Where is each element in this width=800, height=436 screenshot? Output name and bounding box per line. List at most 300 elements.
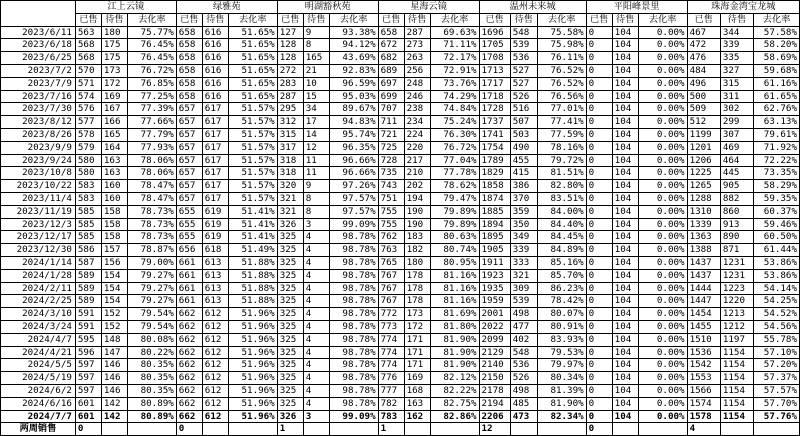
unsold-cell: 477 (510, 320, 537, 333)
table-row (1, 192, 800, 205)
rate-cell: 84.89% (537, 244, 586, 257)
unsold-cell: 4 (303, 372, 329, 385)
sold-cell: 467 (687, 26, 720, 39)
table-header (1, 1, 800, 27)
sold-cell: 782 (378, 397, 404, 410)
sold-cell: 585 (75, 218, 101, 231)
sold-cell: 326 (277, 410, 303, 423)
rate-cell: 0.00% (638, 64, 687, 77)
sold-cell: 767 (378, 269, 404, 282)
rate-cell: 51.96% (228, 410, 277, 423)
sold-cell: 657 (176, 116, 202, 129)
rate-cell: 51.65% (228, 77, 277, 90)
rate-cell: 72.17% (430, 52, 479, 65)
empty-cell (329, 423, 378, 436)
date-cell: 2023/6/25 (1, 52, 76, 65)
sold-cell: 682 (378, 52, 404, 65)
sold-cell: 1206 (687, 154, 720, 167)
unsold-cell: 4 (303, 231, 329, 244)
rate-cell: 77.78% (430, 167, 479, 180)
rate-cell: 80.35% (127, 372, 176, 385)
sold-cell: 579 (75, 141, 101, 154)
rate-cell: 77.66% (127, 116, 176, 129)
unsold-cell: 455 (510, 154, 537, 167)
date-cell: 2023/11/19 (1, 205, 76, 218)
sold-cell: 0 (586, 218, 612, 231)
table-row (1, 141, 800, 154)
sold-cell: 661 (176, 269, 202, 282)
sold-cell: 658 (176, 77, 202, 90)
sold-cell: 767 (378, 295, 404, 308)
sold-cell: 755 (378, 218, 404, 231)
rate-cell: 85.16% (537, 256, 586, 269)
sold-cell: 325 (277, 282, 303, 295)
sold-cell: 735 (378, 167, 404, 180)
column-header: 已售 (687, 13, 720, 26)
sold-cell: 586 (75, 244, 101, 257)
rate-cell: 53.86% (754, 269, 800, 282)
rate-cell: 78.73% (127, 205, 176, 218)
sold-cell: 774 (378, 333, 404, 346)
rate-cell: 0.00% (638, 103, 687, 116)
unsold-cell: 160 (101, 180, 127, 193)
rate-cell: 80.91% (537, 320, 586, 333)
unsold-cell: 263 (404, 52, 430, 65)
unsold-cell: 158 (101, 205, 127, 218)
rate-cell: 0.00% (638, 295, 687, 308)
two-week-sales-value: 0 (176, 423, 202, 436)
sold-cell: 580 (75, 167, 101, 180)
rate-cell: 51.96% (228, 320, 277, 333)
sold-cell: 312 (277, 116, 303, 129)
sold-cell: 1542 (687, 359, 720, 372)
unsold-cell: 526 (510, 90, 537, 103)
sold-cell: 0 (586, 295, 612, 308)
rate-cell: 80.95% (430, 256, 479, 269)
unsold-cell: 612 (202, 359, 228, 372)
sold-cell: 658 (176, 52, 202, 65)
sold-cell: 762 (378, 231, 404, 244)
sold-cell: 318 (277, 167, 303, 180)
unsold-cell: 3 (303, 410, 329, 423)
unsold-cell: 146 (101, 359, 127, 372)
sold-cell: 583 (75, 180, 101, 193)
rate-cell: 84.45% (537, 231, 586, 244)
unsold-cell: 1220 (720, 295, 753, 308)
sold-cell: 1578 (687, 410, 720, 423)
sold-cell: 661 (176, 295, 202, 308)
sold-cell: 2001 (479, 308, 510, 321)
unsold-cell: 617 (202, 141, 228, 154)
unsold-cell: 4 (303, 333, 329, 346)
rate-cell: 96.66% (329, 167, 378, 180)
rate-cell: 72.91% (430, 64, 479, 77)
table-row (1, 128, 800, 141)
date-cell: 2024/2/11 (1, 282, 76, 295)
sold-cell: 1310 (687, 205, 720, 218)
project-header: 绿雅苑 (176, 1, 277, 14)
sold-cell: 595 (75, 333, 101, 346)
sold-cell: 662 (176, 333, 202, 346)
sold-cell: 509 (687, 103, 720, 116)
column-header: 待售 (510, 13, 537, 26)
unsold-cell: 104 (612, 384, 638, 397)
rate-cell: 79.27% (127, 269, 176, 282)
rate-cell: 76.52% (537, 64, 586, 77)
table-row (1, 410, 800, 423)
unsold-cell: 157 (101, 244, 127, 257)
rate-cell: 81.90% (430, 359, 479, 372)
rate-cell: 81.16% (430, 269, 479, 282)
sold-cell: 1705 (479, 39, 510, 52)
date-cell: 2024/3/24 (1, 320, 76, 333)
date-cell: 2023/6/18 (1, 39, 76, 52)
rate-cell: 0.00% (638, 346, 687, 359)
date-cell: 2024/4/7 (1, 333, 76, 346)
unsold-cell: 333 (510, 256, 537, 269)
unsold-cell: 104 (612, 218, 638, 231)
unsold-cell: 194 (404, 192, 430, 205)
column-header: 待售 (404, 13, 430, 26)
sold-cell: 1923 (479, 269, 510, 282)
unsold-cell: 104 (612, 205, 638, 218)
sold-cell: 127 (277, 26, 303, 39)
rate-cell: 79.72% (537, 154, 586, 167)
rate-cell: 51.57% (228, 192, 277, 205)
sold-cell: 772 (378, 308, 404, 321)
rate-cell: 93.38% (329, 26, 378, 39)
sold-cell: 774 (378, 359, 404, 372)
rate-cell: 84.40% (537, 218, 586, 231)
rate-cell: 51.96% (228, 384, 277, 397)
rate-cell: 51.96% (228, 359, 277, 372)
rate-cell: 0.00% (638, 269, 687, 282)
sold-cell: 563 (75, 26, 101, 39)
empty-cell (720, 423, 753, 436)
sold-cell: 1905 (479, 244, 510, 257)
rate-cell: 79.27% (127, 295, 176, 308)
sold-cell: 295 (277, 103, 303, 116)
rate-cell: 80.74% (430, 244, 479, 257)
rate-cell: 0.00% (638, 372, 687, 385)
sold-cell: 589 (75, 295, 101, 308)
table-row (1, 52, 800, 65)
unsold-cell: 104 (612, 308, 638, 321)
unsold-cell: 104 (612, 52, 638, 65)
column-header: 去化率 (754, 13, 800, 26)
rate-cell: 81.16% (430, 295, 479, 308)
unsold-cell: 4 (303, 244, 329, 257)
sold-cell: 657 (176, 154, 202, 167)
table-row (1, 320, 800, 333)
unsold-cell: 445 (720, 167, 753, 180)
sold-cell: 1201 (687, 141, 720, 154)
rate-cell: 95.74% (329, 128, 378, 141)
sold-cell: 743 (378, 180, 404, 193)
sold-cell: 0 (586, 167, 612, 180)
unsold-cell: 349 (510, 231, 537, 244)
unsold-cell: 612 (202, 333, 228, 346)
sold-cell: 0 (586, 192, 612, 205)
sold-cell: 325 (277, 372, 303, 385)
sold-cell: 0 (586, 77, 612, 90)
sold-cell: 496 (687, 77, 720, 90)
sold-cell: 0 (586, 256, 612, 269)
date-cell: 2024/4/21 (1, 346, 76, 359)
rate-cell: 76.85% (127, 77, 176, 90)
date-cell: 2023/10/8 (1, 167, 76, 180)
unsold-cell: 287 (404, 26, 430, 39)
table-row (1, 116, 800, 129)
rate-cell: 0.00% (638, 52, 687, 65)
unsold-cell: 175 (101, 52, 127, 65)
unsold-cell: 4 (303, 269, 329, 282)
unsold-cell: 618 (202, 244, 228, 257)
unsold-cell: 224 (404, 128, 430, 141)
rate-cell: 80.08% (127, 333, 176, 346)
unsold-cell: 163 (101, 154, 127, 167)
column-header: 去化率 (638, 13, 687, 26)
rate-cell: 95.03% (329, 90, 378, 103)
rate-cell: 51.88% (228, 295, 277, 308)
rate-cell: 61.44% (754, 244, 800, 257)
unsold-cell: 307 (720, 128, 753, 141)
table-row (1, 64, 800, 77)
rate-cell: 51.57% (228, 180, 277, 193)
unsold-cell: 4 (303, 282, 329, 295)
sold-cell: 2194 (479, 397, 510, 410)
sold-cell: 1265 (687, 180, 720, 193)
rate-cell: 51.88% (228, 256, 277, 269)
sold-cell: 325 (277, 308, 303, 321)
unsold-cell: 147 (101, 346, 127, 359)
sold-cell: 656 (176, 244, 202, 257)
rate-cell: 43.69% (329, 52, 378, 65)
rate-cell: 51.57% (228, 154, 277, 167)
unsold-cell: 238 (404, 103, 430, 116)
unsold-cell: 536 (510, 359, 537, 372)
unsold-cell: 104 (612, 244, 638, 257)
unsold-cell: 146 (101, 372, 127, 385)
sold-cell: 662 (176, 308, 202, 321)
unsold-cell: 104 (612, 39, 638, 52)
unsold-cell: 871 (720, 244, 753, 257)
table-row (1, 295, 800, 308)
rate-cell: 51.65% (228, 26, 277, 39)
sold-cell: 283 (277, 77, 303, 90)
rate-cell: 97.26% (329, 180, 378, 193)
rate-cell: 81.69% (430, 308, 479, 321)
unsold-cell: 327 (720, 64, 753, 77)
sold-cell: 662 (176, 384, 202, 397)
sold-cell: 662 (176, 320, 202, 333)
rate-cell: 79.27% (127, 282, 176, 295)
sold-cell: 0 (586, 308, 612, 321)
unsold-cell: 21 (303, 64, 329, 77)
unsold-cell: 4 (303, 308, 329, 321)
date-cell: 2023/9/9 (1, 141, 76, 154)
rate-cell: 0.00% (638, 180, 687, 193)
rate-cell: 57.70% (754, 397, 800, 410)
unsold-cell: 256 (404, 64, 430, 77)
sold-cell: 589 (75, 282, 101, 295)
rate-cell: 51.65% (228, 90, 277, 103)
unsold-cell: 617 (202, 192, 228, 205)
sold-cell: 2140 (479, 359, 510, 372)
sold-cell: 1566 (687, 384, 720, 397)
rate-cell: 72.22% (754, 154, 800, 167)
sold-cell: 580 (75, 154, 101, 167)
sold-cell: 272 (277, 64, 303, 77)
unsold-cell: 273 (404, 39, 430, 52)
unsold-cell: 616 (202, 90, 228, 103)
unsold-cell: 8 (303, 205, 329, 218)
sold-cell: 2206 (479, 410, 510, 423)
unsold-cell: 4 (303, 359, 329, 372)
sold-cell: 1225 (687, 167, 720, 180)
table-row (1, 397, 800, 410)
rate-cell: 98.78% (329, 333, 378, 346)
sold-cell: 711 (378, 116, 404, 129)
rate-cell: 51.49% (228, 244, 277, 257)
sold-cell: 325 (277, 320, 303, 333)
unsold-cell: 616 (202, 64, 228, 77)
rate-cell: 79.47% (430, 192, 479, 205)
sold-cell: 0 (586, 205, 612, 218)
sold-cell: 0 (586, 359, 612, 372)
rate-cell: 82.75% (430, 397, 479, 410)
unsold-cell: 210 (404, 167, 430, 180)
unsold-cell: 180 (404, 256, 430, 269)
column-header: 去化率 (430, 13, 479, 26)
sold-cell: 2150 (479, 372, 510, 385)
unsold-cell: 882 (720, 192, 753, 205)
unsold-cell: 4 (303, 295, 329, 308)
rate-cell: 51.41% (228, 218, 277, 231)
unsold-cell: 490 (510, 141, 537, 154)
unsold-cell: 180 (101, 26, 127, 39)
date-cell: 2023/12/3 (1, 218, 76, 231)
rate-cell: 82.12% (430, 372, 479, 385)
rate-cell: 79.00% (127, 256, 176, 269)
unsold-cell: 905 (720, 180, 753, 193)
rate-cell: 97.57% (329, 205, 378, 218)
unsold-cell: 8 (303, 192, 329, 205)
table-row (1, 244, 800, 257)
unsold-cell: 152 (101, 308, 127, 321)
rate-cell: 98.78% (329, 308, 378, 321)
rate-cell: 79.89% (430, 218, 479, 231)
rate-cell: 79.54% (127, 308, 176, 321)
unsold-cell: 321 (510, 269, 537, 282)
rate-cell: 99.09% (329, 218, 378, 231)
two-week-sales-value: 4 (687, 423, 720, 436)
rate-cell: 0.00% (638, 141, 687, 154)
rate-cell: 59.68% (754, 64, 800, 77)
sold-cell: 1447 (687, 295, 720, 308)
rate-cell: 94.12% (329, 39, 378, 52)
project-header: 珠海金湾宝龙城 (687, 1, 799, 14)
sold-cell: 1437 (687, 269, 720, 282)
unsold-cell: 154 (101, 282, 127, 295)
unsold-cell: 464 (720, 154, 753, 167)
unsold-cell: 913 (720, 218, 753, 231)
unsold-cell: 104 (612, 256, 638, 269)
sold-cell: 591 (75, 308, 101, 321)
rate-cell: 80.07% (537, 308, 586, 321)
unsold-cell: 4 (303, 320, 329, 333)
sold-cell: 0 (586, 320, 612, 333)
rate-cell: 0.00% (638, 320, 687, 333)
sold-cell: 707 (378, 103, 404, 116)
unsold-cell: 527 (510, 77, 537, 90)
rate-cell: 84.00% (537, 205, 586, 218)
rate-cell: 58.20% (754, 39, 800, 52)
unsold-cell: 617 (202, 103, 228, 116)
column-header: 待售 (202, 13, 228, 26)
rate-cell: 76.56% (537, 90, 586, 103)
unsold-cell: 302 (720, 103, 753, 116)
unsold-cell: 9 (303, 26, 329, 39)
table-row (1, 26, 800, 39)
rate-cell: 54.14% (754, 282, 800, 295)
unsold-cell: 172 (101, 77, 127, 90)
sold-cell: 1708 (479, 52, 510, 65)
sold-cell: 662 (176, 372, 202, 385)
table-row (1, 103, 800, 116)
table-row (1, 167, 800, 180)
rate-cell: 79.53% (537, 346, 586, 359)
rate-cell: 0.00% (638, 192, 687, 205)
unsold-cell: 617 (202, 128, 228, 141)
sold-cell: 657 (176, 141, 202, 154)
unsold-cell: 11 (303, 154, 329, 167)
date-cell: 2024/5/19 (1, 372, 76, 385)
rate-cell: 86.23% (537, 282, 586, 295)
rate-cell: 98.78% (329, 269, 378, 282)
sold-cell: 315 (277, 128, 303, 141)
unsold-cell: 1197 (720, 333, 753, 346)
rate-cell: 78.73% (127, 218, 176, 231)
unsold-cell: 539 (510, 39, 537, 52)
unsold-cell: 612 (202, 397, 228, 410)
rate-cell: 73.76% (430, 77, 479, 90)
rate-cell: 78.87% (127, 244, 176, 257)
rate-cell: 96.66% (329, 154, 378, 167)
rate-cell: 59.35% (754, 192, 800, 205)
sold-cell: 2022 (479, 320, 510, 333)
empty-cell (404, 423, 430, 436)
unsold-cell: 8 (303, 39, 329, 52)
project-header: 温州未来城 (479, 1, 586, 14)
sold-cell: 585 (75, 231, 101, 244)
rate-cell: 80.35% (127, 384, 176, 397)
rate-cell: 81.80% (430, 320, 479, 333)
sold-cell: 1789 (479, 154, 510, 167)
unsold-cell: 1154 (720, 410, 753, 423)
rate-cell: 51.65% (228, 64, 277, 77)
sold-cell: 657 (176, 192, 202, 205)
sold-cell: 755 (378, 205, 404, 218)
rate-cell: 0.00% (638, 128, 687, 141)
unsold-cell: 104 (612, 282, 638, 295)
rate-cell: 77.59% (537, 128, 586, 141)
sold-cell: 0 (586, 282, 612, 295)
sold-cell: 512 (687, 116, 720, 129)
unsold-cell: 152 (101, 320, 127, 333)
rate-cell: 74.29% (430, 90, 479, 103)
rate-cell: 78.42% (537, 295, 586, 308)
